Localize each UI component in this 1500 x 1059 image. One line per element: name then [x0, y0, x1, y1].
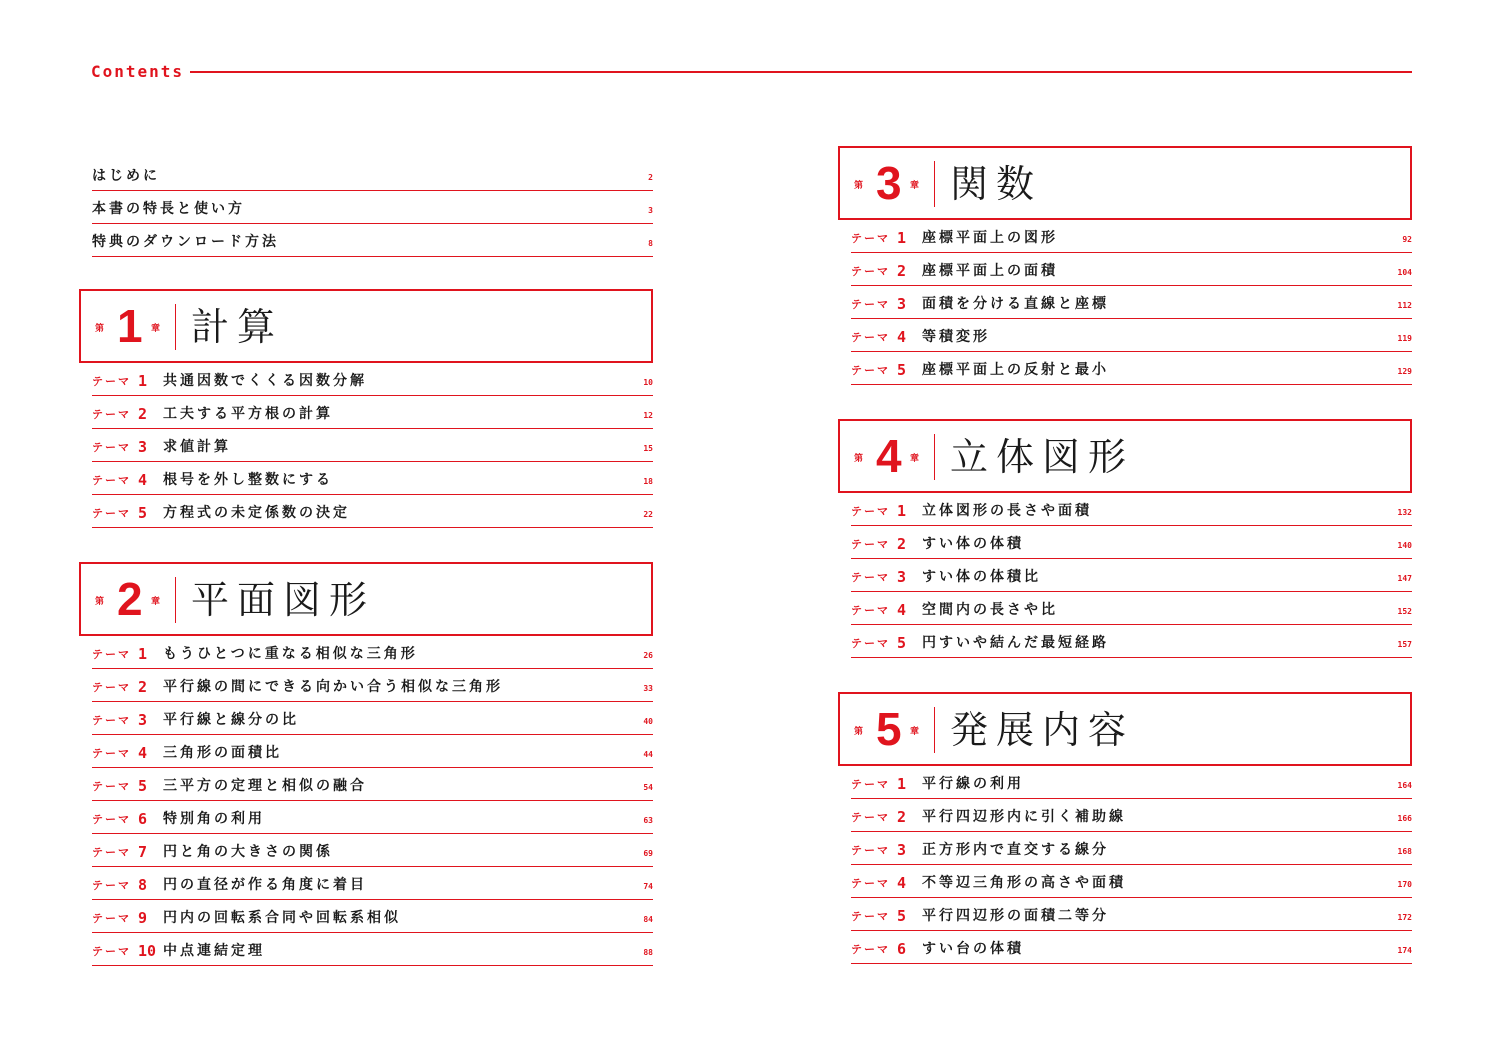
toc-entry[interactable]	[92, 495, 653, 528]
theme-number: 2	[897, 262, 907, 280]
theme-label: テーマ	[92, 846, 131, 859]
chapter-title: 立体図形	[950, 435, 1135, 479]
toc-entry[interactable]	[92, 396, 653, 429]
toc-entry[interactable]	[92, 735, 653, 768]
theme-title: すい体の体積比	[922, 569, 1041, 585]
theme-number: 9	[138, 909, 148, 927]
theme-title: 等積変形	[922, 329, 990, 345]
toc-entry[interactable]	[851, 898, 1412, 931]
page-number: 170	[1397, 880, 1412, 889]
theme-label: テーマ	[851, 331, 890, 344]
theme-title: 空間内の長さや比	[922, 602, 1058, 618]
theme-label: テーマ	[851, 811, 890, 824]
chapter-title: 関数	[950, 162, 1043, 206]
theme-label: テーマ	[851, 571, 890, 584]
chapter-heading-5[interactable]	[838, 692, 1412, 766]
theme-title: 円内の回転系合同や回転系相似	[163, 910, 401, 926]
theme-title: すい体の体積	[922, 536, 1024, 552]
theme-title: 不等辺三角形の高さや面積	[922, 875, 1126, 891]
chapter-prefix: 第	[95, 324, 105, 334]
theme-title: 方程式の未定係数の決定	[163, 505, 350, 521]
page-number: 15	[643, 444, 653, 453]
chapter-prefix: 第	[95, 597, 105, 607]
page-number: 119	[1397, 334, 1412, 343]
theme-number: 5	[897, 634, 907, 652]
theme-number: 4	[138, 471, 148, 489]
theme-number: 4	[897, 601, 907, 619]
theme-label: テーマ	[92, 648, 131, 661]
contents-title: Contents	[91, 62, 185, 81]
theme-number: 6	[897, 940, 907, 958]
theme-number: 2	[138, 678, 148, 696]
page-number: 63	[643, 816, 653, 825]
theme-title: 座標平面上の図形	[922, 230, 1058, 246]
page-number: 54	[643, 783, 653, 792]
theme-label: テーマ	[851, 877, 890, 890]
theme-label: テーマ	[92, 507, 131, 520]
toc-entry[interactable]	[92, 834, 653, 867]
toc-entry[interactable]	[851, 220, 1412, 253]
chapter-divider	[934, 707, 935, 753]
theme-label: テーマ	[851, 943, 890, 956]
theme-number: 4	[897, 328, 907, 346]
theme-number: 1	[897, 229, 907, 247]
toc-entry[interactable]	[851, 493, 1412, 526]
chapter-prefix: 第	[854, 727, 864, 737]
theme-label: テーマ	[92, 375, 131, 388]
theme-title: 面積を分ける直線と座標	[922, 296, 1109, 312]
theme-title: もうひとつに重なる相似な三角形	[163, 646, 418, 662]
page-number: 84	[643, 915, 653, 924]
chapter-number: 4	[876, 430, 902, 482]
toc-entry-intro[interactable]	[92, 191, 653, 224]
theme-number: 10	[138, 942, 157, 960]
theme-title: 平行四辺形の面積二等分	[922, 908, 1109, 924]
page-number: 166	[1397, 814, 1412, 823]
toc-entry[interactable]	[851, 526, 1412, 559]
theme-label: テーマ	[92, 441, 131, 454]
theme-label: テーマ	[92, 912, 131, 925]
theme-label: テーマ	[851, 910, 890, 923]
theme-title: 平行線と線分の比	[163, 712, 299, 728]
toc-entry-intro[interactable]	[92, 158, 653, 191]
theme-label: テーマ	[92, 681, 131, 694]
page-number: 8	[648, 239, 653, 248]
page-number: 140	[1397, 541, 1412, 550]
page-number: 26	[643, 651, 653, 660]
chapter-divider	[175, 304, 176, 350]
chapter-suffix: 章	[151, 597, 161, 607]
toc-entry[interactable]	[851, 625, 1412, 658]
theme-label: テーマ	[92, 780, 131, 793]
page-number: 157	[1397, 640, 1412, 649]
theme-title: 三平方の定理と相似の融合	[163, 778, 367, 794]
page-number: 33	[643, 684, 653, 693]
theme-title: 工夫する平方根の計算	[163, 406, 333, 422]
chapter-divider	[934, 161, 935, 207]
theme-title: 平行四辺形内に引く補助線	[922, 809, 1126, 825]
theme-label: テーマ	[92, 714, 131, 727]
page-number: 174	[1397, 946, 1412, 955]
page-number: 92	[1402, 235, 1412, 244]
page-number: 147	[1397, 574, 1412, 583]
toc-entry[interactable]	[92, 768, 653, 801]
toc-entry[interactable]	[92, 363, 653, 396]
theme-title: 三角形の面積比	[163, 745, 282, 761]
toc-entry[interactable]	[92, 933, 653, 966]
chapter-suffix: 章	[910, 181, 920, 191]
theme-number: 2	[897, 535, 907, 553]
theme-label: テーマ	[851, 232, 890, 245]
header-rule	[190, 71, 1412, 73]
chapter-title: 発展内容	[950, 708, 1135, 752]
page-number: 40	[643, 717, 653, 726]
toc-entry[interactable]	[92, 900, 653, 933]
theme-title: 正方形内で直交する線分	[922, 842, 1109, 858]
theme-title: 円と角の大きさの関係	[163, 844, 333, 860]
theme-number: 4	[897, 874, 907, 892]
theme-number: 5	[897, 907, 907, 925]
chapter-number: 1	[117, 300, 143, 352]
page-number: 2	[648, 173, 653, 182]
theme-number: 4	[138, 744, 148, 762]
toc-entry[interactable]	[92, 702, 653, 735]
page-number: 3	[648, 206, 653, 215]
chapter-suffix: 章	[910, 727, 920, 737]
theme-label: テーマ	[92, 474, 131, 487]
theme-title: 共通因数でくくる因数分解	[163, 373, 367, 389]
intro-title: 特典のダウンロード方法	[92, 234, 279, 250]
toc-entry[interactable]	[851, 352, 1412, 385]
theme-number: 3	[138, 438, 148, 456]
toc-entry[interactable]	[92, 669, 653, 702]
theme-number: 2	[138, 405, 148, 423]
toc-entry[interactable]	[92, 429, 653, 462]
theme-title: 平行線の利用	[922, 776, 1024, 792]
toc-entry[interactable]	[851, 766, 1412, 799]
toc-entry[interactable]	[851, 865, 1412, 898]
chapter-title: 計算	[191, 305, 284, 349]
toc-entry[interactable]	[851, 319, 1412, 352]
page-number: 172	[1397, 913, 1412, 922]
theme-number: 1	[897, 502, 907, 520]
chapter-heading-1[interactable]	[79, 289, 653, 363]
chapter-number: 2	[117, 573, 143, 625]
toc-entry[interactable]	[851, 832, 1412, 865]
theme-number: 6	[138, 810, 148, 828]
theme-title: 円の直径が作る角度に着目	[163, 877, 367, 893]
spacer	[79, 257, 653, 289]
theme-label: テーマ	[851, 844, 890, 857]
theme-title: すい台の体積	[922, 941, 1024, 957]
theme-number: 1	[138, 372, 148, 390]
theme-number: 3	[138, 711, 148, 729]
theme-number: 2	[897, 808, 907, 826]
toc-entry[interactable]	[851, 253, 1412, 286]
toc-entry[interactable]	[851, 286, 1412, 319]
chapter-number: 3	[876, 157, 902, 209]
theme-number: 8	[138, 876, 148, 894]
toc-entry[interactable]	[92, 801, 653, 834]
page-number: 132	[1397, 508, 1412, 517]
chapter-suffix: 章	[910, 454, 920, 464]
chapter-prefix: 第	[854, 454, 864, 464]
page-number: 18	[643, 477, 653, 486]
toc-entry[interactable]	[851, 592, 1412, 625]
theme-label: テーマ	[92, 747, 131, 760]
theme-label: テーマ	[851, 364, 890, 377]
chapter-divider	[934, 434, 935, 480]
theme-title: 根号を外し整数にする	[163, 472, 333, 488]
theme-label: テーマ	[851, 298, 890, 311]
page-number: 10	[643, 378, 653, 387]
page-number: 69	[643, 849, 653, 858]
theme-label: テーマ	[851, 778, 890, 791]
theme-title: 座標平面上の面積	[922, 263, 1058, 279]
intro-title: 本書の特長と使い方	[92, 201, 245, 217]
toc-column-left	[79, 158, 653, 966]
theme-number: 5	[138, 777, 148, 795]
theme-label: テーマ	[851, 538, 890, 551]
theme-title: 中点連結定理	[163, 943, 265, 959]
theme-number: 3	[897, 568, 907, 586]
theme-title: 平行線の間にできる向かい合う相似な三角形	[163, 679, 503, 695]
chapter-prefix: 第	[854, 181, 864, 191]
page-number: 104	[1397, 268, 1412, 277]
toc-entry-intro[interactable]	[92, 224, 653, 257]
page-number: 168	[1397, 847, 1412, 856]
theme-label: テーマ	[851, 265, 890, 278]
page-number: 44	[643, 750, 653, 759]
theme-title: 円すいや結んだ最短経路	[922, 635, 1109, 651]
theme-label: テーマ	[92, 879, 131, 892]
intro-title: はじめに	[92, 168, 160, 184]
toc-entry[interactable]	[92, 867, 653, 900]
theme-title: 立体図形の長さや面積	[922, 503, 1092, 519]
toc-entry[interactable]	[92, 636, 653, 669]
theme-title: 特別角の利用	[163, 811, 265, 827]
page-number: 164	[1397, 781, 1412, 790]
chapter-suffix: 章	[151, 324, 161, 334]
theme-number: 1	[897, 775, 907, 793]
theme-number: 5	[897, 361, 907, 379]
contents-header	[91, 60, 1412, 84]
theme-number: 3	[897, 841, 907, 859]
toc-column-right	[838, 146, 1412, 964]
theme-label: テーマ	[851, 505, 890, 518]
page-number: 152	[1397, 607, 1412, 616]
page-number: 112	[1397, 301, 1412, 310]
theme-number: 5	[138, 504, 148, 522]
theme-label: テーマ	[851, 604, 890, 617]
chapter-heading-2[interactable]	[79, 562, 653, 636]
chapter-heading-4[interactable]	[838, 419, 1412, 493]
page-number: 88	[643, 948, 653, 957]
theme-label: テーマ	[92, 813, 131, 826]
theme-number: 7	[138, 843, 148, 861]
page-number: 12	[643, 411, 653, 420]
toc-entry[interactable]	[851, 931, 1412, 964]
toc-entry[interactable]	[92, 462, 653, 495]
page-number: 129	[1397, 367, 1412, 376]
page-number: 74	[643, 882, 653, 891]
theme-label: テーマ	[851, 637, 890, 650]
theme-title: 求値計算	[163, 439, 231, 455]
theme-label: テーマ	[92, 408, 131, 421]
theme-number: 3	[897, 295, 907, 313]
page-number: 22	[643, 510, 653, 519]
theme-number: 1	[138, 645, 148, 663]
toc-entry[interactable]	[851, 559, 1412, 592]
chapter-heading-3[interactable]	[838, 146, 1412, 220]
toc-entry[interactable]	[851, 799, 1412, 832]
theme-label: テーマ	[92, 945, 131, 958]
chapter-title: 平面図形	[191, 578, 376, 622]
theme-title: 座標平面上の反射と最小	[922, 362, 1109, 378]
chapter-divider	[175, 577, 176, 623]
chapter-number: 5	[876, 703, 902, 755]
